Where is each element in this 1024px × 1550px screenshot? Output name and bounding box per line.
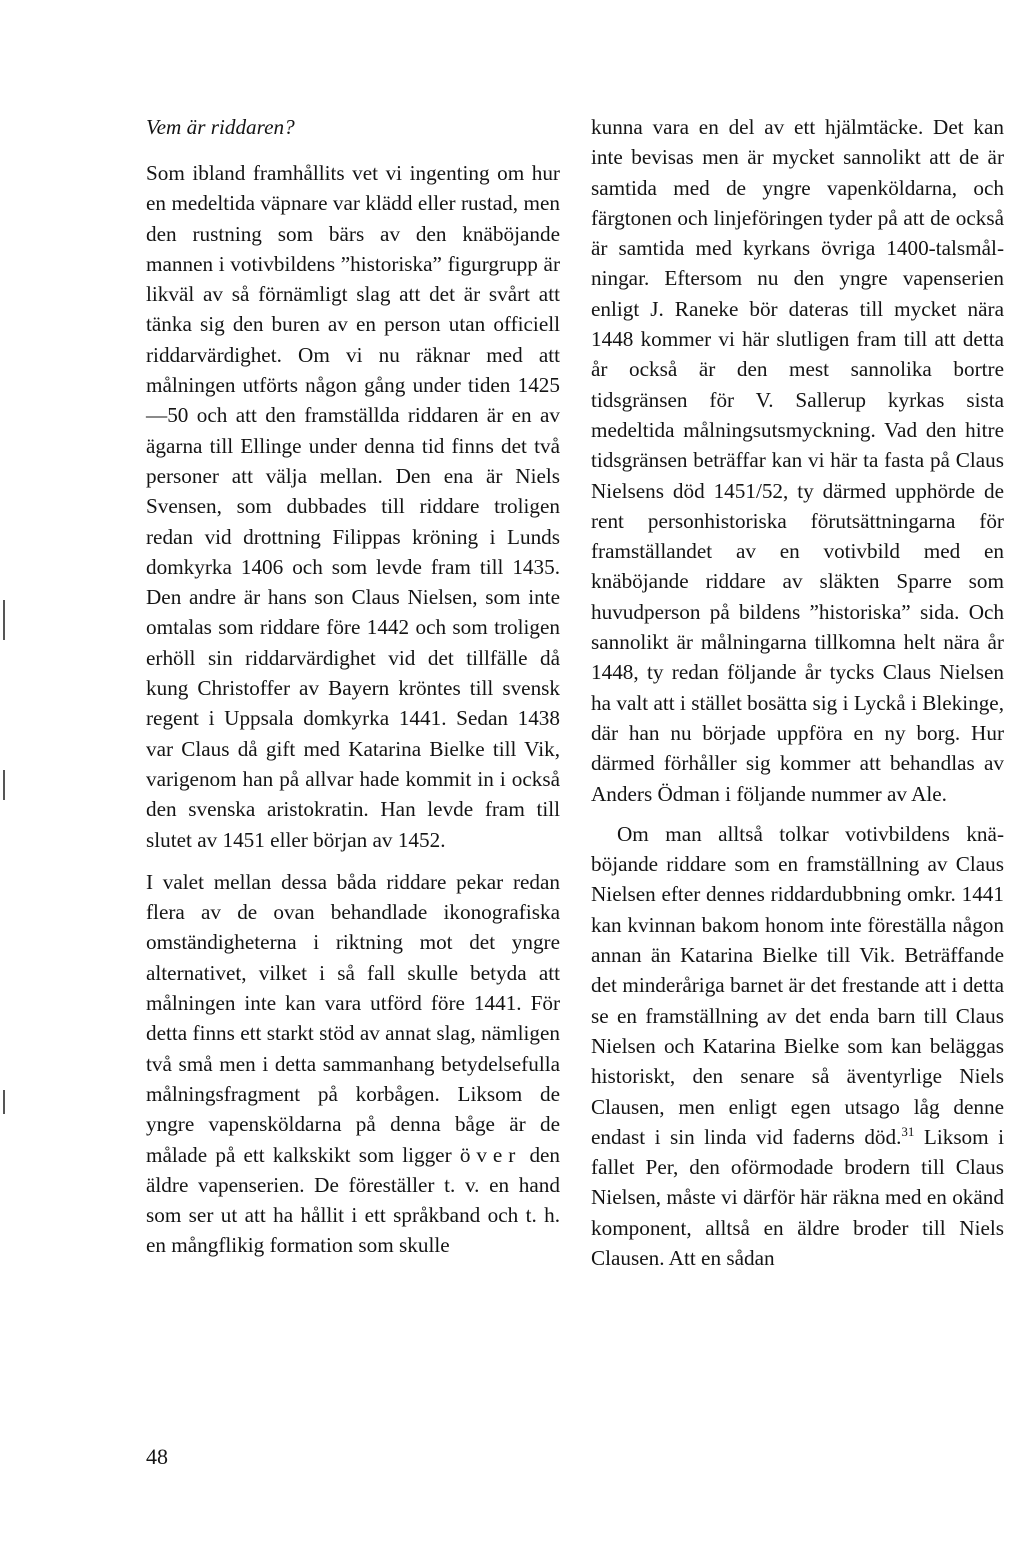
right-paragraph-2: [591, 819, 1004, 1273]
left-paragraph-2-text-end: den äldre vapenserien. De föreställer t. v. en hand som ser ut att ha hållit i ett språkband och t. h. en mångflikig formation som skulle: [146, 1142, 561, 1258]
left-paragraph-2: [146, 867, 560, 1261]
right-column: [591, 112, 1004, 1273]
right-paragraph-1: kunna vara en del av ett hjälmtäcke. Det kan inte bevisas men är mycket sannolikt att de är samtida med de yngre vapenköldarna, och färgtonen och linjeföringen tyder på att de också är samtida med kyrkans övriga 1400-talsmålningar. Eftersom nu den yngre vapenserien enligt J. Raneke bör dateras till mycket nära 1448 kommer vi här slutligen fram till att detta år också är den mest sannolika bortre tidsgränsen för V. Sallerup kyrkas sista medeltida målningsutsmyckning. Vad den hitre tidsgränsen beträffar kan vi här ta fasta på Claus Nielsens död 1451/52, ty därmed upphörde de rent personhistoriska förutsättningarna för framställandet av en votivbild med en knäböjande riddare av släkten Sparre som huvudperson på bildens ”historiska” sida. Och sannolikt är målningarna tillkomna helt nära år 1448, ty redan följande år tycks Claus Nielsen ha valt att i stället bosätta sig i Lyckå i Blekinge, där han nu började uppföra en ny borg. Hur därmed förhåller sig kommer att behandlas av Anders Ödman i följande nummer av Ale.: [591, 115, 1004, 806]
right-paragraph-2-text-end: Liksom i fallet Per, den oförmodade brodern till Claus Nielsen, måste vi därför här räkna med en okänd komponent, alltså en äldre broder till Niels Clausen. Att en sådan: [591, 1124, 1004, 1270]
scan-edge-mark: [3, 1090, 5, 1114]
left-paragraph-1: Som ibland framhållits vet vi ingenting om hur en medeltida väpnare var klädd eller rustad, men den rustning som bärs av den knäböjande mannen i votivbildens ”historiska” figurgrupp är likväl av så förnämligt slag att det är svårt att tänka sig den buren av en person utan officiell riddarvärdighet. Om vi nu räknar med att målningen utförts någon gång under tiden 1425—50 och att den framställda riddaren är en av ägarna till Ellinge under denna tid finns det två personer att välja mellan. Den ena är Niels Svensen, som dubbades till riddare troligen redan vid drottning Filippas kröning i Lunds domkyrka 1406 och som levde fram till 1435. Den andre är hans son Claus Nielsen, som inte omtalas som riddare före 1442 och som troligen erhöll sin riddarvärdighet vid det tillfälle då kung Christoffer av Bayern kröntes till svensk regent i Uppsala domkyrka 1441. Sedan 1438 var Claus då gift med Katarina Bielke till Vik, varigenom han på allvar hade kommit in i också den svenska aristokratin. Han levde fram till slutet av 1451 eller början av 1452.: [146, 161, 560, 852]
scan-edge-mark: [3, 600, 5, 640]
page-number: 48: [146, 1444, 168, 1469]
right-paragraph-2-text: Om man alltså tolkar votivbildens knäböjande riddare som en framställning av Claus Nielsen efter dennes riddardubbning omkr. 1441 kan kvinnan bakom honom inte föreställa någon annan än Katarina Bielke till Vik. Beträffande det minderåriga barnet är det frestande att i detta se en framställning av det enda barn till Claus Nielsen och Katarina Bielke som kan beläggas historiskt, den senare så äventyrlige Niels Clausen, men enligt egen utsago låg denne endast i sin linda vid faderns död.: [591, 821, 1004, 1149]
footnote-reference: 31: [901, 1123, 915, 1139]
section-heading: Vem är riddaren?: [146, 115, 295, 139]
left-paragraph-2-text: I valet mellan dessa båda riddare pekar redan flera av de ovan behandlade ikonografiska omständigheterna i riktning mot det yngre alternativet, vilket i så fall skulle betyda att målningen inte kan vara utförd före 1441. För detta finns ett starkt stöd av annat slag, nämligen två små men i detta sammanhang betydelsefulla målningsfragment på korbågen. Liksom de yngre vapensköldarna på denna båge är de målade på ett kalkskikt som ligger: [146, 869, 560, 1167]
scan-edge-mark: [3, 770, 5, 800]
spaced-emphasis: över: [459, 1142, 522, 1167]
left-column: [146, 112, 560, 1261]
